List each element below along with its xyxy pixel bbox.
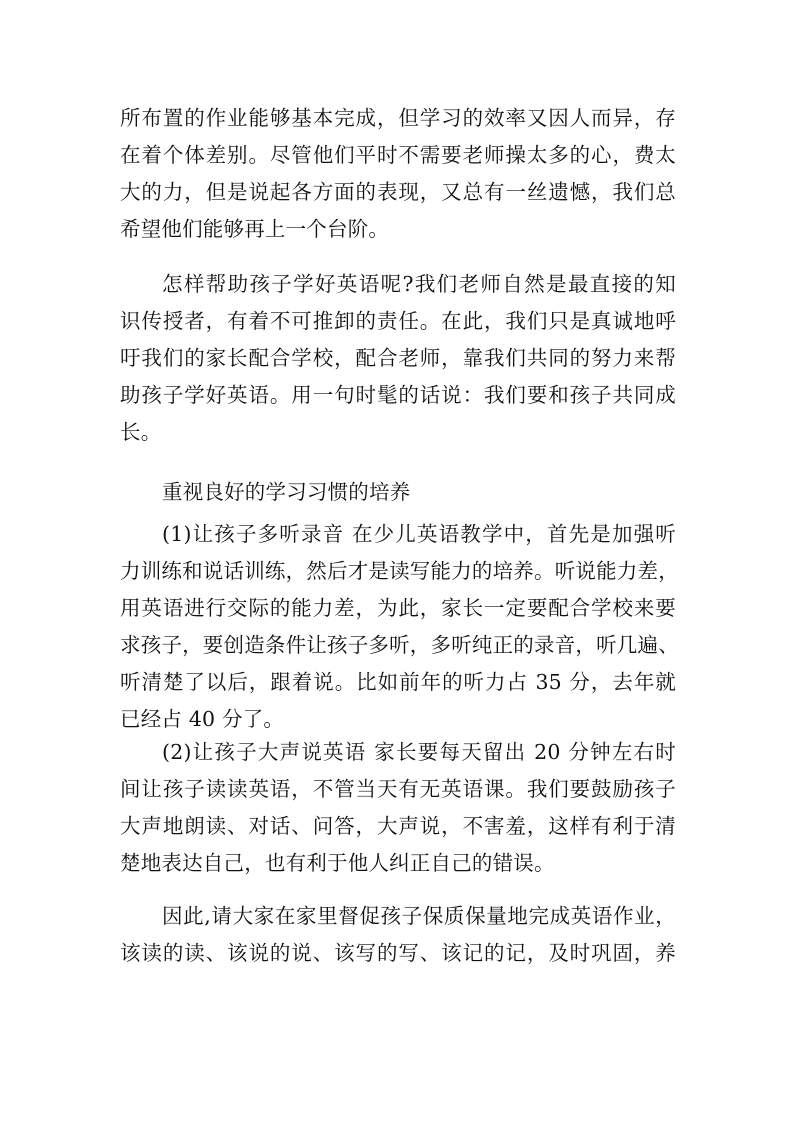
text-line: 大声地朗读、对话、问答，大声说，不害羞，这样有利于清 bbox=[120, 814, 676, 838]
text-line: 助孩子学好英语。用一句时髦的话说：我们要和孩子共同成 bbox=[120, 383, 676, 407]
text-line: 听清楚了以后，跟着说。比如前年的听力占 35 分，去年就 bbox=[120, 670, 676, 694]
text-line: 用英语进行交际的能力差，为此，家长一定要配合学校来要 bbox=[120, 596, 676, 620]
section-heading-study-habits bbox=[120, 474, 676, 511]
text-line: 大的力，但是说起各方面的表现，又总有一丝遗憾，我们总 bbox=[120, 180, 676, 204]
text-line: 怎样帮助孩子学好英语呢?我们老师自然是最直接的知 bbox=[162, 272, 676, 296]
text-line: 该读的读、该说的说、该写的写、该记的记，及时巩固，养 bbox=[120, 941, 676, 965]
text-line: (2)让孩子大声说英语 家长要每天留出 20 分钟左右时 bbox=[162, 740, 676, 764]
text-line: 因此,请大家在家里督促孩子保质保量地完成英语作业， bbox=[162, 904, 676, 928]
paragraph-therefore bbox=[120, 898, 676, 972]
text-line: 识传授者，有着不可推卸的责任。在此，我们只是真诚地呼 bbox=[120, 309, 676, 333]
text-line: 希望他们能够再上一个台阶。 bbox=[120, 217, 390, 241]
paragraph-speak-aloud bbox=[120, 734, 676, 882]
text-line: 所布置的作业能够基本完成，但学习的效率又因人而异，存 bbox=[120, 106, 676, 130]
text-line: 间让孩子读读英语，不管当天有无英语课。我们要鼓励孩子 bbox=[120, 777, 676, 801]
paragraph-homework-efficiency bbox=[120, 100, 676, 248]
paragraph-how-to-help bbox=[120, 266, 676, 451]
text-line: 吁我们的家长配合学校，配合老师，靠我们共同的努力来帮 bbox=[120, 346, 676, 370]
text-line: 求孩子，要创造条件让孩子多听，多听纯正的录音，听几遍、 bbox=[120, 633, 679, 657]
text-line: 力训练和说话训练，然后才是读写能力的培养。听说能力差， bbox=[120, 559, 679, 583]
section-heading: 重视良好的学习习惯的培养 bbox=[162, 480, 411, 504]
text-line: 楚地表达自己，也有利于他人纠正自己的错误。 bbox=[120, 851, 555, 875]
text-line: 长。 bbox=[120, 420, 162, 444]
text-line: (1)让孩子多听录音 在少儿英语教学中，首先是加强听 bbox=[162, 522, 676, 546]
text-line: 在着个体差别。尽管他们平时不需要老师操太多的心，费太 bbox=[120, 143, 676, 167]
paragraph-listen-recordings bbox=[120, 516, 679, 738]
text-line: 已经占 40 分了。 bbox=[120, 707, 285, 731]
